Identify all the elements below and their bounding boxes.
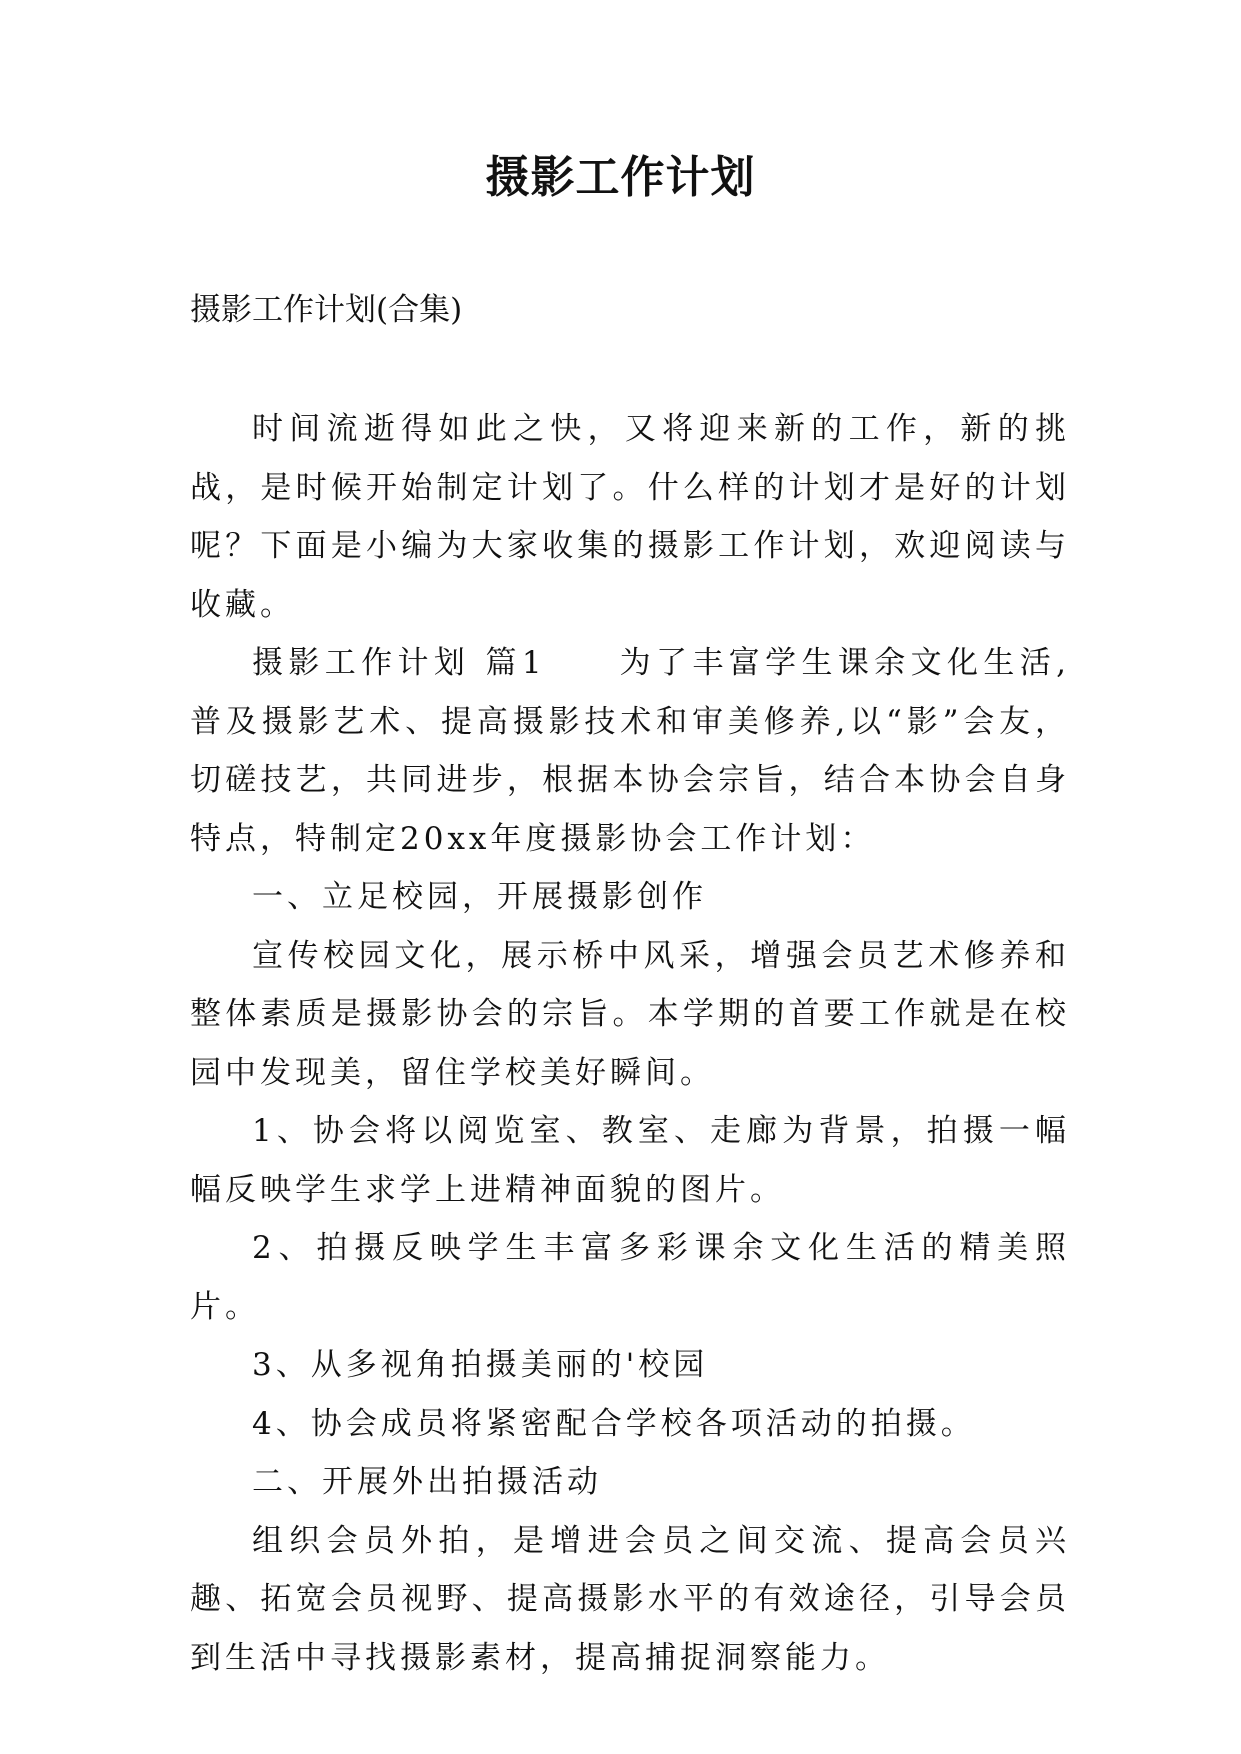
document-title: 摄影工作计划 — [485, 152, 756, 203]
paragraph-campus: 宣传校园文化，展示桥中风采，增强会员艺术修养和整体素质是摄影协会的宗旨。本学期的首要工作就是在校园中发现美，留住学校美好瞬间。 — [190, 937, 1070, 1091]
paragraph-plan-intro: 摄影工作计划 篇1 为了丰富学生课余文化生活,普及摄影艺术、提高摄影技术和审美修养,以“影”会友，切磋技艺，共同进步，根据本协会宗旨，结合本协会自身特点，特制定20xx年度摄影协会工作计划： — [190, 645, 1070, 857]
list-item-1: 1、协会将以阅览室、教室、走廊为背景，拍摄一幅幅反映学生求学上进精神面貌的图片。 — [190, 1113, 1070, 1208]
list-item-2: 2、拍摄反映学生丰富多彩课余文化生活的精美照片。 — [190, 1230, 1070, 1325]
list-item-3: 3、从多视角拍摄美丽的'校园 — [252, 1347, 709, 1383]
document-subtitle: 摄影工作计划(合集) — [190, 292, 463, 328]
document-body — [190, 400, 1070, 1687]
section-heading-1: 一、立足校园，开展摄影创作 — [252, 879, 707, 915]
paragraph-intro: 时间流逝得如此之快，又将迎来新的工作，新的挑战，是时候开始制定计划了。什么样的计划才是好的计划呢？下面是小编为大家收集的摄影工作计划，欢迎阅读与收藏。 — [190, 411, 1070, 623]
paragraph-outing: 组织会员外拍，是增进会员之间交流、提高会员兴趣、拓宽会员视野、提高摄影水平的有效途径，引导会员到生活中寻找摄影素材，提高捕捉洞察能力。 — [190, 1522, 1070, 1676]
list-item-4: 4、协会成员将紧密配合学校各项活动的拍摄。 — [252, 1405, 976, 1442]
section-heading-2: 二、开展外出拍摄活动 — [252, 1464, 602, 1500]
